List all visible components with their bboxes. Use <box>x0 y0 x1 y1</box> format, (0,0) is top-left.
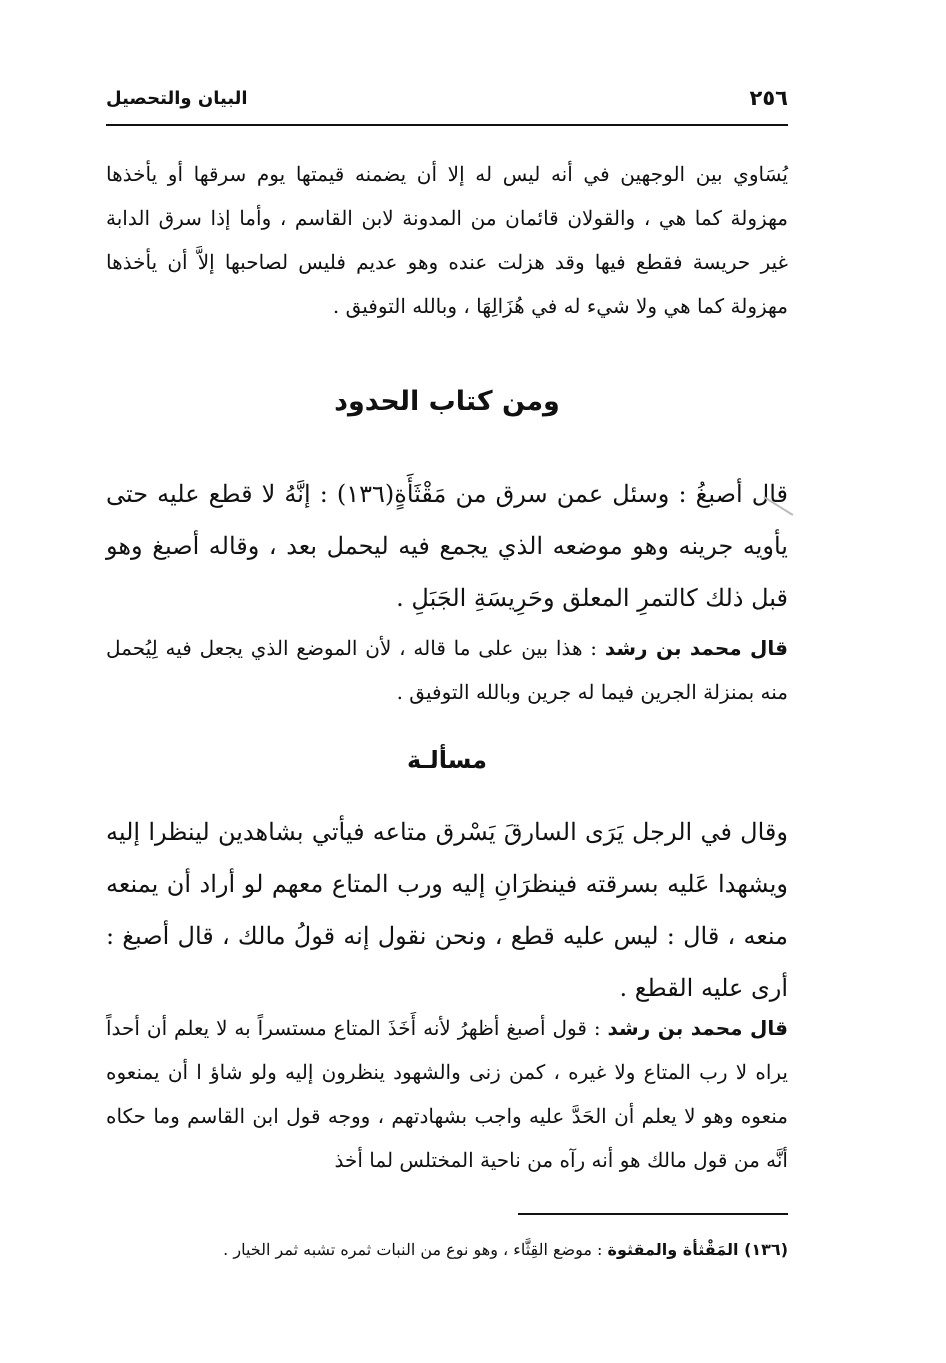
paragraph-1: يُسَاوي بين الوجهين في أنه ليس له إلا أن يضمنه قيمتها يوم سرقها أو يأخذها مهزولة كما هي ، والقولان قائمان من المدونة لابن القاسم ، وأما إذا سرق الدابة غير حريسة فقطع فيها وقد هزلت عنده وهو عديم فليس لصاحبها إلاَّ أن يأخذها مهزولة كما هي ولا شيء له في هُزَالِهَا ، وبالله التوفيق . <box>106 162 789 318</box>
page-number: ٢٥٦ <box>749 86 788 110</box>
footnote-text: : موضع القِثَّاء ، وهو نوع من النبات ثمره تشبه ثمر الخيار . <box>223 1240 608 1259</box>
paragraph-5-text: : قول أصبغ أظهرُ لأنه أَخَذَ المتاع مستسراً به لا يعلم أن أحداً يراه لا رب المتاع ولا غيره ، كمن زنى والشهود ينظرون إليه ولو شاؤ ا أن يمنعوه منعوه وهو لا يعلم أن الحَدَّ عليه واجب بشهادتهم ، ووجه قول ابن القاسم وما حكاه أنَّه من قول مالك هو أنه رآه من ناحية المختلس لما أخذ <box>106 1016 788 1172</box>
paragraph-5 <box>106 1006 788 1182</box>
footnote-term: (١٣٦) المَقْثأة والمقثوة <box>607 1240 788 1259</box>
speaker-label: قال محمد بن رشد <box>604 636 788 660</box>
paragraph-4: وقال في الرجل يَرَى السارقَ يَسْرق متاعه فيأتي بشاهدين لينظرا إليه ويشهدا عَليه بسرقته فينظرَانِ إليه ورب المتاع معهم لو أراد أن يمنعه منعه ، قال : ليس عليه قطع ، ونحن نقول إنه قولُ مالك ، قال أصبغ : أرى عليه القطع . <box>106 818 788 1002</box>
header-rule <box>106 124 788 126</box>
paragraph-3 <box>106 626 788 714</box>
footnote-rule <box>518 1213 788 1215</box>
section-heading: ومن كتاب الحدود <box>334 386 560 417</box>
subheading: مسألـة <box>406 746 488 774</box>
running-title: البيان والتحصيل <box>106 88 248 109</box>
speaker-label: قال محمد بن رشد <box>607 1016 788 1040</box>
paragraph-3-text: : هذا بين على ما قاله ، لأن الموضع الذي يجعل فيه لِيُحمل منه بمنزلة الجرين فيما له جرين وبالله التوفيق . <box>106 636 788 704</box>
paragraph-2: قال أصبغُ : وسئل عمن سرق من مَقْثَأَةٍ(١٣٦) : إنَّهُ لا قطع عليه حتى يأويه جرينه وهو موضعه الذي يجمع فيه ليحمل بعد ، وقاله أصبغ وهو قبل ذلك كالتمرِ المعلق وحَرِيسَةِ الجَبَلِ . <box>106 480 789 612</box>
footnote <box>106 1236 788 1264</box>
page-header <box>106 86 788 116</box>
